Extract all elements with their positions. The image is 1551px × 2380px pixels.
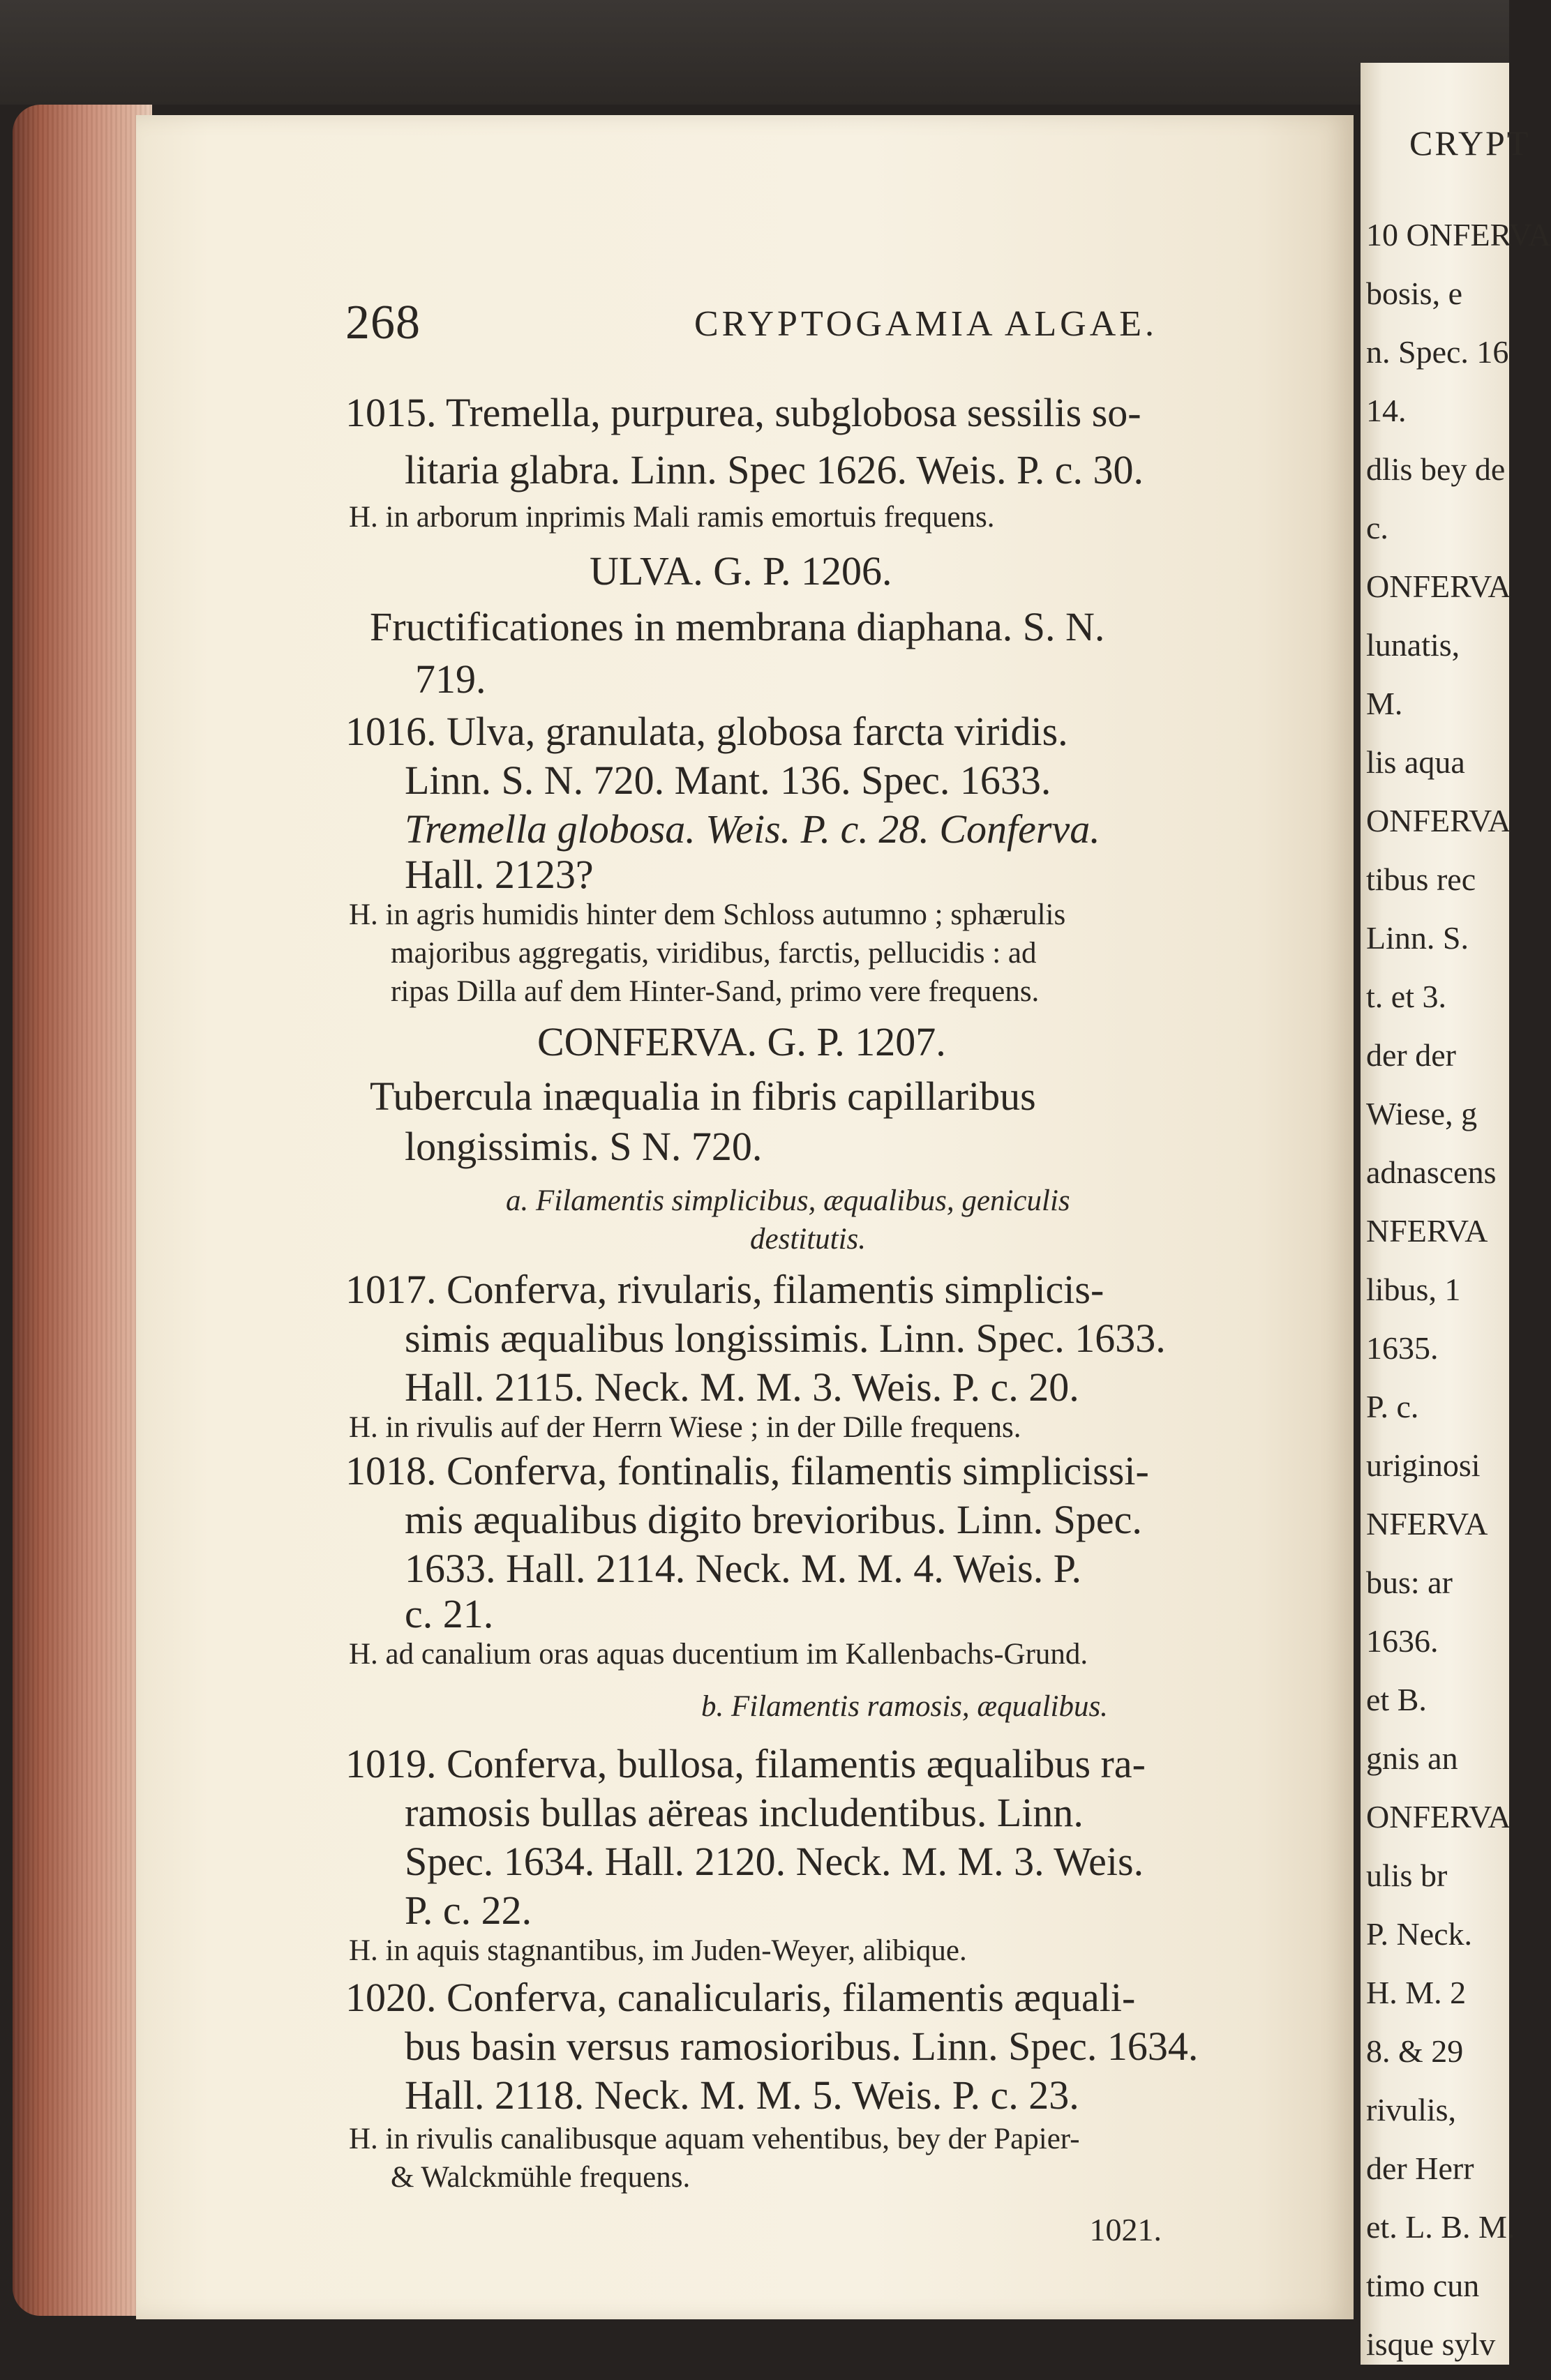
facing-page-fragment: ONFERVA (1366, 803, 1511, 838)
entry-1020-line-2: bus basin versus ramosioribus. Linn. Spec. 1634. (405, 2024, 1199, 2069)
entry-1019-line-3: Spec. 1634. Hall. 2120. Neck. M. M. 3. Weis. (405, 1839, 1144, 1884)
genus-ulva-char-2: 719. (415, 656, 486, 702)
entry-1016-habitat-3: ripas Dilla auf dem Hinter-Sand, primo vere frequens. (391, 975, 1040, 1008)
facing-page-fragment: ulis br (1366, 1858, 1448, 1893)
facing-page-fragment: P. c. (1366, 1389, 1419, 1424)
background-dark (0, 0, 1509, 105)
facing-page-fragment: Linn. S. (1366, 920, 1469, 956)
section-b-label: b. Filamentis ramosis, æqualibus. (701, 1690, 1108, 1723)
facing-page-fragment: bosis, e (1366, 276, 1462, 311)
entry-1015-line-2: litaria glabra. Linn. Spec 1626. Weis. P. c. 30. (405, 447, 1144, 492)
section-a-label-2: destitutis. (750, 1223, 867, 1256)
entry-1019-habitat: H. in aquis stagnantibus, im Juden-Weyer, alibique. (349, 1934, 967, 1967)
entry-1017-line-2: simis æqualibus longissimis. Linn. Spec. 1633. (405, 1316, 1166, 1361)
entry-1020-line-1: 1020. Conferva, canalicularis, filamentis æquali- (345, 1975, 1136, 2020)
entry-1016-habitat-1: H. in agris humidis hinter dem Schloss autumno ; sphærulis (349, 898, 1066, 931)
genus-conferva-heading: CONFERVA. G. P. 1207. (537, 1019, 946, 1064)
facing-page-fragment: et B. (1366, 1682, 1427, 1717)
book-page (136, 115, 1354, 2319)
entry-1016-line-1: 1016. Ulva, granulata, globosa farcta viridis. (345, 709, 1068, 754)
entry-1016-line-3: Tremella globosa. Weis. P. c. 28. Conferva. (405, 806, 1100, 852)
facing-page-fragment: 1635. (1366, 1330, 1439, 1366)
facing-page-fragment: der der (1366, 1037, 1456, 1073)
running-title: CRYPTOGAMIA ALGAE. (694, 304, 1158, 344)
facing-page-fragment: Wiese, g (1366, 1096, 1478, 1131)
entry-1019-line-1: 1019. Conferva, bullosa, filamentis æqualibus ra- (345, 1741, 1146, 1786)
facing-page-fragment: c. (1366, 510, 1388, 545)
facing-page-fragment: ONFERVA (1366, 1799, 1511, 1835)
facing-page-fragment: H. M. 2 (1366, 1975, 1467, 2010)
facing-page-fragment: libus, 1 (1366, 1272, 1461, 1307)
facing-page-fragment: 8. & 29 (1366, 2033, 1464, 2069)
facing-page-fragment: uriginosi (1366, 1447, 1481, 1483)
genus-conferva-char: Tubercula inæqualia in fibris capillaribus (370, 1074, 1036, 1119)
entry-1020-line-3: Hall. 2118. Neck. M. M. 5. Weis. P. c. 23. (405, 2072, 1079, 2118)
entry-1018-line-1: 1018. Conferva, fontinalis, filamentis simplicissi- (345, 1448, 1149, 1493)
facing-page-fragment: gnis an (1366, 1740, 1458, 1776)
catchword: 1021. (1089, 2212, 1162, 2247)
facing-page-fragment: bus: ar (1366, 1565, 1453, 1600)
facing-page-fragment: n. Spec. 16 (1366, 334, 1509, 370)
entry-1019-line-2: ramosis bullas aëreas includentibus. Linn. (405, 1790, 1084, 1835)
facing-page-fragment: der Herr (1366, 2151, 1474, 2186)
facing-page-fragment: NFERVA (1366, 1213, 1488, 1249)
facing-page (1361, 63, 1551, 2365)
entry-1016-habitat-2: majoribus aggregatis, viridibus, farctis, pellucidis : ad (391, 937, 1037, 970)
facing-page-fragment: timo cun (1366, 2268, 1480, 2303)
page-number: 268 (345, 296, 421, 349)
entry-1018-line-3: 1633. Hall. 2114. Neck. M. M. 4. Weis. P. (405, 1546, 1082, 1591)
entry-1020-habitat-2: & Walckmühle frequens. (391, 2161, 691, 2194)
facing-page-fragment: ONFERVA (1366, 568, 1511, 604)
entry-1018-line-4: c. 21. (405, 1591, 494, 1636)
entry-1017-line-1: 1017. Conferva, rivularis, filamentis simplicis- (345, 1267, 1104, 1312)
entry-1016-line-4: Hall. 2123? (405, 852, 594, 897)
genus-ulva-heading: ULVA. G. P. 1206. (590, 548, 892, 594)
book-edge (13, 105, 152, 2316)
facing-page-fragment: NFERVA (1366, 1506, 1488, 1542)
facing-page-fragment: tibus rec (1366, 861, 1476, 897)
facing-page-fragment: CRYPT (1409, 123, 1531, 163)
facing-page-fragment: rivulis, (1366, 2092, 1457, 2127)
entry-1015-habitat: H. in arborum inprimis Mali ramis emortuis frequens. (349, 501, 995, 534)
entry-1017-habitat: H. in rivulis auf der Herrn Wiese ; in der Dille frequens. (349, 1411, 1021, 1444)
genus-conferva-char-2: longissimis. S N. 720. (405, 1124, 763, 1169)
facing-page-fragment: isque sylv (1366, 2326, 1496, 2362)
entry-1018-line-2: mis æqualibus digito brevioribus. Linn. Spec. (405, 1497, 1142, 1542)
facing-page-fragment: M. (1366, 686, 1403, 721)
entry-1018-habitat: H. ad canalium oras aquas ducentium im Kallenbachs-Grund. (349, 1638, 1088, 1671)
entry-1017-line-3: Hall. 2115. Neck. M. M. 3. Weis. P. c. 20. (405, 1364, 1079, 1410)
facing-page-fragment: 10 ONFERVA (1366, 217, 1551, 253)
facing-page-fragment: 1636. (1366, 1623, 1439, 1659)
entry-1020-habitat-1: H. in rivulis canalibusque aquam vehentibus, bey der Papier- (349, 2123, 1080, 2155)
facing-page-fragment: 14. (1366, 393, 1407, 428)
facing-page-fragment: P. Neck. (1366, 1916, 1473, 1952)
genus-ulva-char: Fructificationes in membrana diaphana. S. N. (370, 604, 1105, 649)
entry-1019-line-4: P. c. 22. (405, 1888, 532, 1933)
page-content (136, 115, 1354, 2319)
facing-page-fragment: lis aqua (1366, 744, 1465, 780)
facing-page-fragment: lunatis, (1366, 627, 1460, 663)
facing-page-fragment: t. et 3. (1366, 979, 1446, 1014)
facing-page-fragment: dlis bey de (1366, 451, 1506, 487)
section-a-label: a. Filamentis simplicibus, æqualibus, geniculis (506, 1184, 1070, 1217)
facing-page-fragment: adnascens (1366, 1154, 1497, 1190)
entry-1016-line-2: Linn. S. N. 720. Mant. 136. Spec. 1633. (405, 758, 1051, 803)
facing-page-fragment: et. L. B. M. (1366, 2209, 1515, 2245)
entry-1015-line-1: 1015. Tremella, purpurea, subglobosa sessilis so- (345, 390, 1141, 435)
